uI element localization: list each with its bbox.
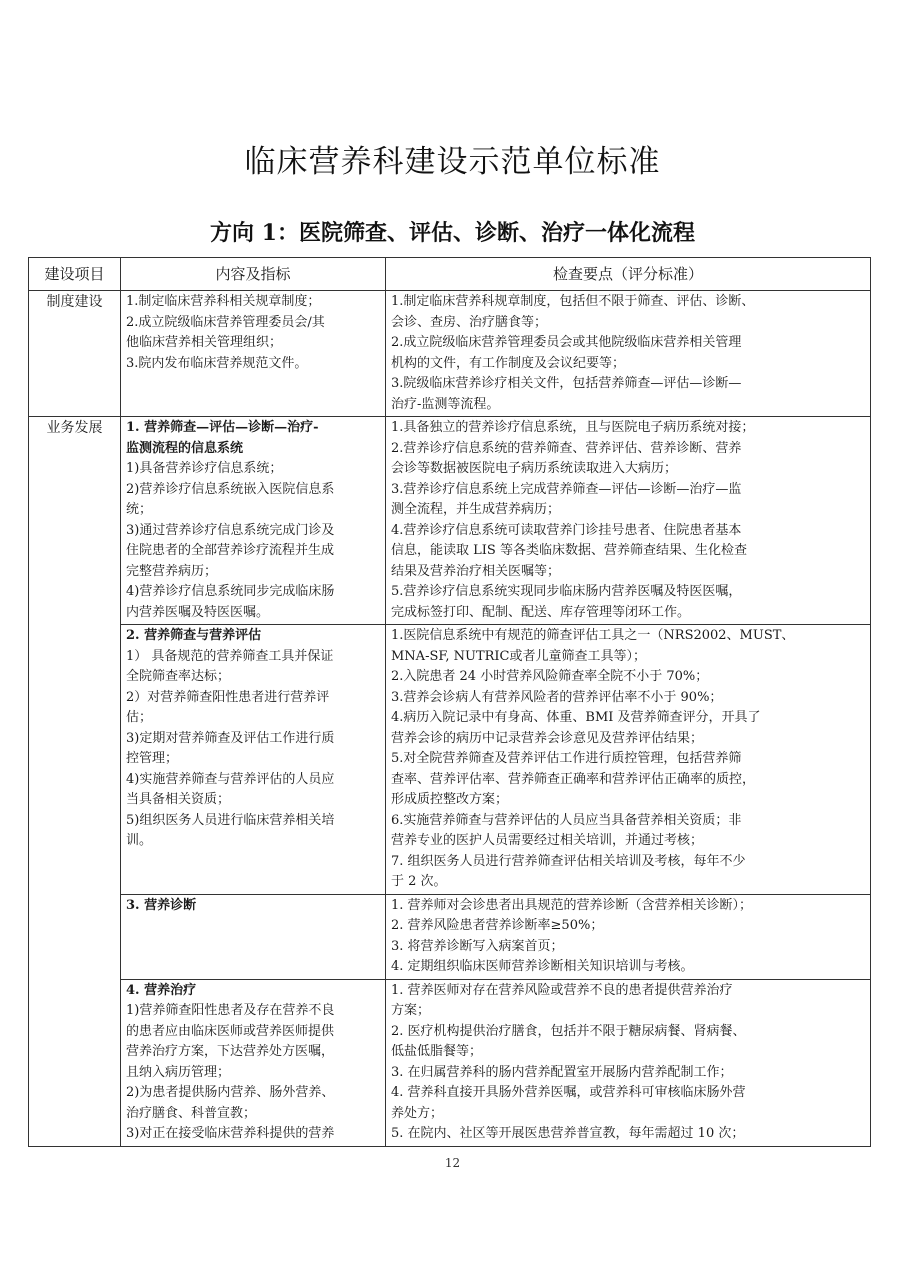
- content-heading: 2. 营养筛查与营养评估: [126, 628, 262, 643]
- content-line: 2）对营养筛查阳性患者进行营养评: [126, 689, 330, 705]
- check-line: 低盐低脂餐等；: [391, 1044, 483, 1059]
- header-content: 内容及指标: [121, 258, 386, 291]
- content-line: 4)营养诊疗信息系统同步完成临床肠: [126, 584, 335, 599]
- content-line: 2)营养诊疗信息系统嵌入医院信息系: [126, 481, 335, 497]
- check-line: 查率、营养评估率、营养筛查正确率和营养评估正确率的质控，: [391, 771, 756, 787]
- check-line: 6.实施营养筛查与营养评估的人员应当具备营养相关资质；非: [391, 812, 742, 828]
- content-line: 估；: [126, 710, 153, 725]
- content-line: 当具备相关资质；: [126, 792, 231, 807]
- check-line: 2.入院患者 24 小时营养风险筛查率全院不小于 70%；: [391, 669, 709, 684]
- check-line: 7. 组织医务人员进行营养筛查评估相关培训及考核，每年不少: [391, 853, 746, 869]
- content-heading: 监测流程的信息系统: [126, 440, 244, 456]
- content-line: 1)具备营养诊疗信息系统；: [126, 461, 283, 476]
- table-row: [29, 417, 871, 625]
- check-line: 4.营养诊疗信息系统可读取营养门诊挂号患者、住院患者基本: [391, 522, 742, 538]
- check-line: 2. 医疗机构提供治疗膳食，包括并不限于糖尿病餐、肾病餐、: [391, 1023, 746, 1039]
- project-cell: 制度建设: [29, 291, 121, 417]
- check-line: 形成质控整改方案；: [391, 792, 509, 807]
- check-line: 2.成立院级临床营养管理委员会或其他院级临床营养相关管理: [391, 335, 742, 350]
- document-subtitle: 方向 1：医院筛查、评估、诊断、治疗一体化流程: [210, 220, 695, 246]
- table-row: [29, 894, 871, 979]
- check-line: 于 2 次。: [391, 874, 447, 889]
- content-line: 3)定期对营养筛查及评估工作进行质: [126, 730, 335, 746]
- content-cell: [121, 625, 386, 895]
- content-line: 控管理；: [126, 751, 179, 766]
- check-line: 会诊等数据被医院电子病历系统读取进入大病历；: [391, 461, 678, 476]
- content-heading: 1. 营养筛查—评估—诊断—治疗-: [126, 420, 319, 435]
- content-cell: [121, 979, 386, 1146]
- check-line: 2. 营养风险患者营养诊断率≥50%；: [391, 918, 604, 933]
- check-line: 3. 将营养诊断写入病案首页；: [391, 938, 564, 954]
- check-line: 3.营养会诊病人有营养风险者的营养评估率不小于 90%；: [391, 689, 723, 705]
- check-line: 4. 定期组织临床医师营养诊断相关知识培训与考核。: [391, 959, 694, 974]
- table-row: [29, 291, 871, 417]
- check-line: 营养会诊的病历中记录营养会诊意见及营养评估结果；: [391, 730, 704, 746]
- check-cell: [386, 291, 871, 417]
- check-line: 1. 营养师对会诊患者出具规范的营养诊断（含营养相关诊断）；: [391, 897, 753, 913]
- check-line: 结果及营养治疗相关医嘱等；: [391, 563, 561, 579]
- check-line: 1.制定临床营养科规章制度，包括但不限于筛查、评估、诊断、: [391, 294, 755, 309]
- check-cell: [386, 979, 871, 1146]
- check-line: 4.病历入院记录中有身高、体重、BMI 及营养筛查评分，开具了: [391, 710, 761, 725]
- content-line: 1） 具备规范的营养筛查工具并保证: [126, 648, 334, 664]
- check-cell: [386, 894, 871, 979]
- content-line: 完整营养病历；: [126, 563, 218, 579]
- table-row: [29, 625, 871, 895]
- content-line: 3)通过营养诊疗信息系统完成门诊及: [126, 522, 335, 538]
- check-line: 2.营养诊疗信息系统的营养筛查、营养评估、营养诊断、营养: [391, 440, 742, 456]
- check-line: 3.营养诊疗信息系统上完成营养筛查—评估—诊断—治疗—监: [391, 481, 742, 497]
- content-line: 训。: [126, 833, 153, 848]
- content-line: 4)实施营养筛查与营养评估的人员应: [126, 771, 335, 787]
- content-line: 且纳入病历管理；: [126, 1064, 231, 1080]
- check-line: MNA-SF, NUTRIC或者儿童筛查工具等）；: [391, 648, 647, 664]
- check-line: 信息，能读取 LIS 等各类临床数据、营养筛查结果、生化检查: [391, 543, 747, 558]
- content-line: 的患者应由临床医师或营养医师提供: [126, 1023, 335, 1039]
- content-line: 2.成立院级临床营养管理委员会/其: [126, 314, 325, 330]
- check-line: 5. 在院内、社区等开展医患营养普宣教，每年需超过 10 次；: [391, 1126, 745, 1141]
- content-cell: [121, 291, 386, 417]
- content-heading: 3. 营养诊断: [126, 897, 197, 913]
- check-line: 1. 营养医师对存在营养风险或营养不良的患者提供营养治疗: [391, 982, 733, 998]
- content-line: 5)组织医务人员进行临床营养相关培: [126, 812, 335, 828]
- check-line: 会诊、查房、治疗膳食等；: [391, 314, 548, 330]
- table-header-row: [29, 258, 871, 291]
- content-cell: [121, 894, 386, 979]
- content-line: 1.制定临床营养科相关规章制度；: [126, 294, 321, 309]
- check-line: 5.营养诊疗信息系统实现同步临床肠内营养医嘱及特医医嘱，: [391, 584, 742, 599]
- check-line: 机构的文件，有工作制度及会议纪要等；: [391, 355, 626, 371]
- content-line: 住院患者的全部营养诊疗流程并生成: [126, 543, 335, 558]
- check-line: 治疗-监测等流程。: [391, 396, 500, 412]
- header-project: 建设项目: [29, 258, 121, 291]
- check-line: 营养专业的医护人员需要经过相关培训，并通过考核；: [391, 833, 704, 848]
- check-cell: [386, 417, 871, 625]
- content-line: 2)为患者提供肠内营养、肠外营养、: [126, 1085, 335, 1100]
- standards-table: [28, 257, 871, 1147]
- content-heading: 4. 营养治疗: [126, 982, 197, 998]
- table-row: [29, 979, 871, 1146]
- check-line: 5.对全院营养筛查及营养评估工作进行质控管理，包括营养筛: [391, 751, 742, 766]
- check-line: 1.具备独立的营养诊疗信息系统，且与医院电子病历系统对接；: [391, 420, 755, 435]
- check-line: 方案；: [391, 1003, 431, 1018]
- check-line: 完成标签打印、配制、配送、库存管理等闭环工作。: [391, 604, 691, 620]
- document-title: 临床营养科建设示范单位标准: [244, 144, 661, 180]
- check-line: 养处方；: [391, 1105, 444, 1121]
- content-line: 3.院内发布临床营养规范文件。: [126, 355, 308, 371]
- content-line: 他临床营养相关管理组织；: [126, 335, 283, 350]
- content-line: 营养治疗方案，下达营养处方医嘱，: [126, 1044, 335, 1059]
- content-cell: [121, 417, 386, 625]
- content-line: 内营养医嘱及特医医嘱。: [126, 604, 270, 620]
- check-line: 3.院级临床营养诊疗相关文件，包括营养筛查—评估—诊断—: [391, 376, 742, 391]
- content-line: 全院筛查率达标；: [126, 669, 231, 684]
- check-line: 测全流程，并生成营养病历；: [391, 502, 561, 517]
- check-line: 3. 在归属营养科的肠内营养配置室开展肠内营养配制工作；: [391, 1064, 733, 1080]
- page-number: 12: [444, 1156, 461, 1170]
- header-check: 检查要点（评分标准）: [386, 258, 871, 291]
- check-cell: [386, 625, 871, 895]
- content-line: 1)营养筛查阳性患者及存在营养不良: [126, 1003, 335, 1018]
- check-line: 4. 营养科直接开具肠外营养医嘱，或营养科可审核临床肠外营: [391, 1085, 746, 1100]
- content-line: 治疗膳食、科普宣教；: [126, 1105, 257, 1121]
- content-line: 3)对正在接受临床营养科提供的营养: [126, 1126, 335, 1141]
- check-line: 1.医院信息系统中有规范的筛查评估工具之一（NRS2002、MUST、: [391, 628, 795, 643]
- content-line: 统；: [126, 502, 153, 517]
- project-cell: 业务发展: [29, 417, 121, 1147]
